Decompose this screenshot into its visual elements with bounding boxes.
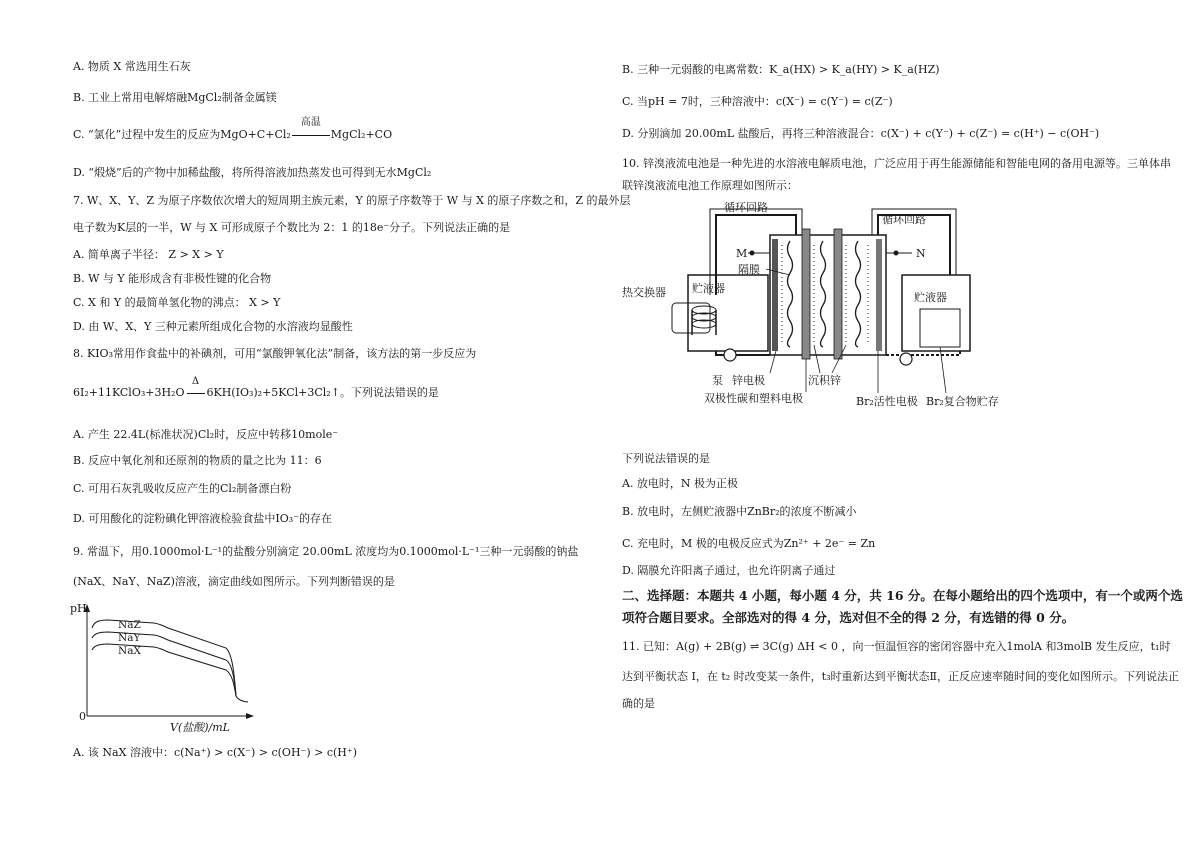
br2-electrode-plate xyxy=(876,239,882,351)
zinc-electrode-plate xyxy=(772,239,778,351)
q8-stem: 8. KIO₃常用作食盐中的补碘剂，可用“氯酸钾氧化法”制备，该方法的第一步反应为 xyxy=(73,347,477,360)
q7-option-d: D. 由 W、X、Y 三种元素所组成化合物的水溶液均显酸性 xyxy=(73,320,353,333)
q8-option-d: D. 可用酸化的淀粉碘化钾溶液检验食盐中IO₃⁻的存在 xyxy=(73,512,332,525)
curve-label-naz: NaZ xyxy=(118,619,141,631)
section-2-heading-1: 二、选择题：本题共 4 小题，每小题 4 分，共 16 分。在每小题给出的四个选项中，有一个或两个选 xyxy=(622,588,1183,603)
curve-nay xyxy=(92,632,236,696)
q10-prompt: 下列说法错误的是 xyxy=(622,452,710,465)
deposited-zinc-label: 沉积锌 xyxy=(808,374,841,387)
q6-option-c: C. “氯化”过程中发生的反应为MgO+C+Cl₂ 高温 MgCl₂+CO xyxy=(73,117,393,141)
q9-option-d: D. 分别滴加 20.00mL 盐酸后，再将三种溶液混合：c(X⁻) + c(Y⁻) + c(Z⁻) = c(H⁺) − c(OH⁻) xyxy=(622,127,1100,140)
loop-label-left: 循环回路 xyxy=(724,201,768,214)
q9-option-b: B. 三种一元弱酸的电离常数：K_a(HX) > K_a(HY) > K_a(HZ) xyxy=(622,63,940,76)
heat-exchanger-coil xyxy=(672,303,716,335)
curve-label-nay: NaY xyxy=(118,632,141,644)
right-tank-label: 贮液器 xyxy=(914,291,947,304)
q10-option-b: B. 放电时，左侧贮液器中ZnBr₂的浓度不断减小 xyxy=(622,505,857,518)
y-axis-label: pH xyxy=(70,602,87,615)
q7-option-c: C. X 和 Y 的最简单氢化物的沸点： X > Y xyxy=(73,296,281,309)
br2-electrode-label: Br₂活性电极 xyxy=(856,395,918,408)
q7-option-b: B. W 与 Y 能形成含有非极性键的化合物 xyxy=(73,272,272,285)
zinc-bromine-battery-diagram xyxy=(620,195,999,415)
terminal-n: N xyxy=(916,247,926,260)
loop-label-right: 循环回路 xyxy=(882,213,926,226)
bipolar-plate-1 xyxy=(802,229,810,359)
x-axis-label: V(盐酸)/mL xyxy=(170,721,230,734)
curve-label-nax: NaX xyxy=(118,645,141,657)
q6-option-b: B. 工业上常用电解熔融MgCl₂制备金属镁 xyxy=(73,91,277,104)
cell-stack xyxy=(770,235,886,355)
q10-stem-2: 联锌溴液流电池工作原理如图所示： xyxy=(622,179,798,192)
bipolar-electrode-label: 双极性碳和塑料电极 xyxy=(704,392,803,405)
q6-option-d: D. “煅烧”后的产物中加稀盐酸，将所得溶液加热蒸发也可得到无水MgCl₂ xyxy=(73,166,432,179)
q9-stem-2: (NaX、NaY、NaZ)溶液，滴定曲线如图所示。下列判断错误的是 xyxy=(73,575,395,588)
terminal-m: M xyxy=(736,247,748,260)
q11-stem-1: 11. 已知：A(g) + 2B(g) ⇌ 3C(g) ΔH < 0 ，向一恒温恒容的密闭容器中充入1molA 和3molB 发生反应，t₁时 xyxy=(622,640,1171,653)
q10-option-c: C. 充电时，M 极的电极反应式为Zn²⁺ + 2e⁻ = Zn xyxy=(622,537,876,550)
q9-option-a: A. 该 NaX 溶液中：c(Na⁺) > c(X⁻) > c(OH⁻) > c(H⁺) xyxy=(73,746,357,759)
bipolar-plate-2 xyxy=(834,229,842,359)
membrane-1 xyxy=(788,241,793,347)
left-tank-label: 贮液器 xyxy=(692,282,725,295)
q9-option-c: C. 当pH = 7时，三种溶液中：c(X⁻) = c(Y⁻) = c(Z⁻) xyxy=(622,95,893,108)
q7-option-a: A. 简单离子半径： Z > X > Y xyxy=(73,248,224,261)
pump-left xyxy=(724,349,736,361)
q11-stem-3: 确的是 xyxy=(622,697,655,710)
q8-option-c: C. 可用石灰乳吸收反应产生的Cl₂制备漂白粉 xyxy=(73,482,292,495)
membrane-2 xyxy=(821,241,826,347)
q8-equation: 6I₂+11KClO₃+3H₂O Δ 6KH(IO₃)₂+5KCl+3Cl₂↑。下列说法错误的是 xyxy=(73,376,439,399)
left-loop-pipe xyxy=(716,215,796,295)
origin-label: 0 xyxy=(79,710,86,723)
membrane-3 xyxy=(856,241,861,347)
pump-right xyxy=(900,353,912,365)
br2-storage-label: Br₂复合物贮存 xyxy=(926,395,999,408)
heat-exchanger-label: 热交换器 xyxy=(622,286,666,299)
q8-option-a: A. 产生 22.4L(标准状况)Cl₂时，反应中转移10mole⁻ xyxy=(73,428,339,441)
section-2-heading-2: 项符合题目要求。全部选对的得 4 分，选对但不全的得 2 分，有选错的得 0 分。 xyxy=(622,610,1075,625)
titration-curve-graph xyxy=(68,598,258,738)
pump-label: 泵 xyxy=(712,374,723,387)
q10-stem-1: 10. 锌溴液流电池是一种先进的水溶液电解质电池，广泛应用于再生能源储能和智能电网的备用电源等。三单体串 xyxy=(622,157,1171,170)
q11-stem-2: 达到平衡状态 I，在 t₂ 时改变某一条件，t₃时重新达到平衡状态Ⅱ，正反应速率随时间的变化如图所示。下列说法正 xyxy=(622,670,1179,683)
q9-stem-1: 9. 常温下，用0.1000mol·L⁻¹的盐酸分别滴定 20.00mL 浓度均为0.1000mol·L⁻¹三种一元弱酸的钠盐 xyxy=(73,545,579,558)
q10-option-d: D. 隔膜允许阳离子通过，也允许阴离子通过 xyxy=(622,564,836,577)
zinc-electrode-label: 锌电极 xyxy=(732,374,765,387)
membrane-label: 隔膜 xyxy=(738,263,760,276)
q7-stem-2: 电子数为K层的一半，W 与 X 可形成原子个数比为 2：1 的18e⁻分子。下列说法正确的是 xyxy=(73,221,511,234)
q10-option-a: A. 放电时，N 极为正极 xyxy=(622,477,739,490)
x-axis-arrow xyxy=(246,713,254,719)
q7-stem-1: 7. W、X、Y、Z 为原子序数依次增大的短周期主族元素，Y 的原子序数等于 W 与 X 的原子序数之和，Z 的最外层 xyxy=(73,194,631,207)
q6-option-a: A. 物质 X 常选用生石灰 xyxy=(73,60,191,73)
q8-option-b: B. 反应中氧化剂和还原剂的物质的量之比为 11：6 xyxy=(73,454,322,467)
curve-nax xyxy=(92,644,236,696)
